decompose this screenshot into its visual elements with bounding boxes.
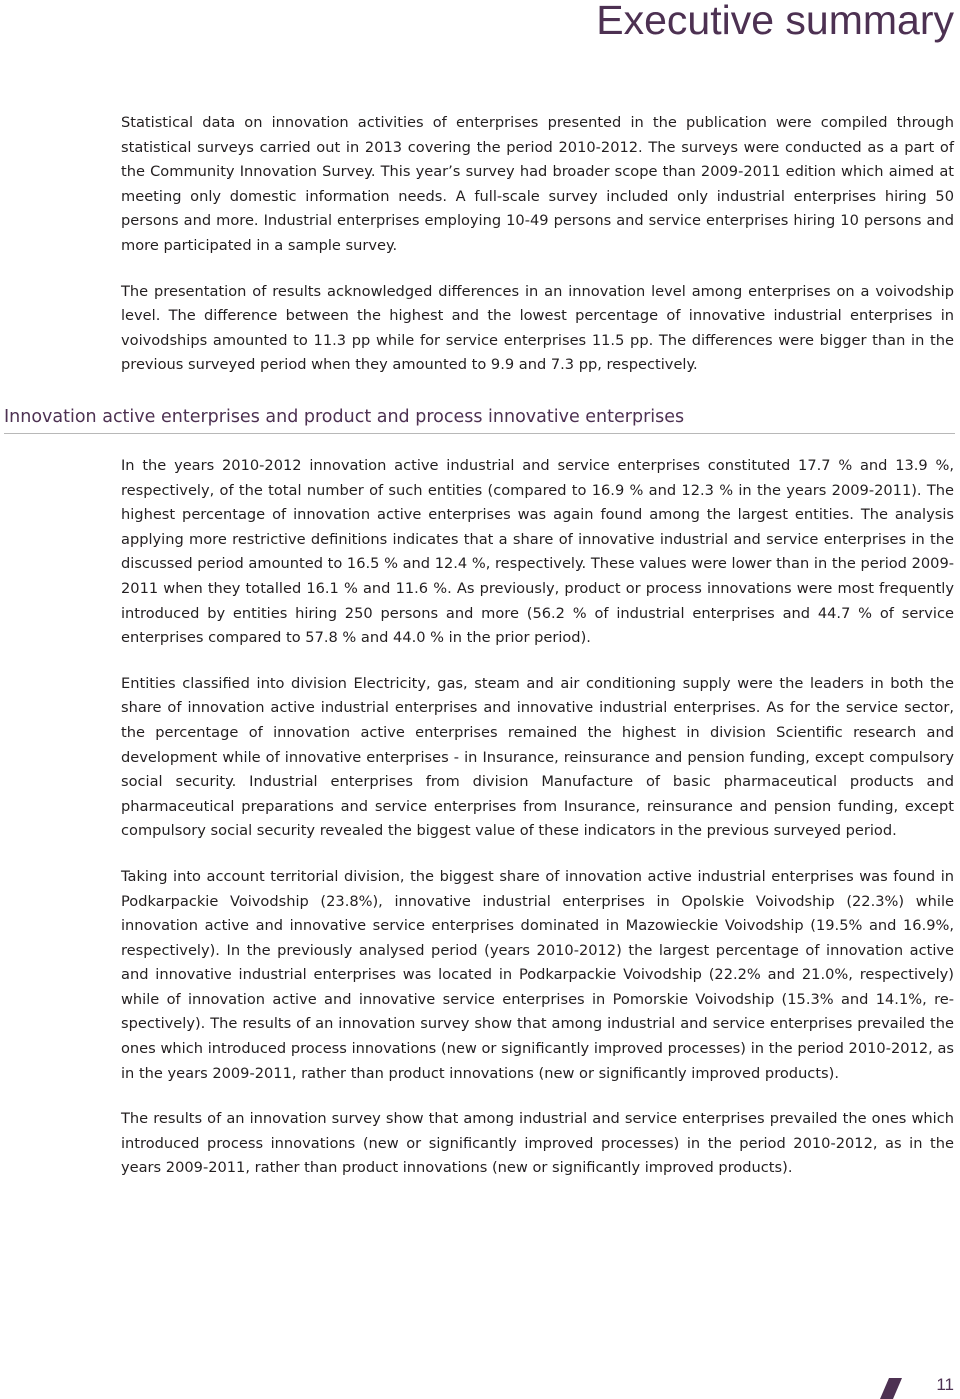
section-paragraph-3: Taking into account territorial division, the biggest share of innovation active industrial enterprises was found in Podkarpackie Voivodship (23.8%), innovative industrial enterprises in Opolskie Voivodship (22.3%) while innovation active and innovative service enterprises dominated in Mazowieckie Voivodship (19.5% and 16.9%, respectively). In the previously analysed period (years 2010-2012) the largest percentage of innovation active and innovative industrial enterprises was located in Podkarpackie Voivodship (22.2% and 21.0%, respectively) while of innovation active and innovative service enterprises in Pomorskie Voivodship (15.3% and 14.1%, re-spectively). The results of an innovation survey show that among industrial and service enterprises prevailed the ones which introduced process innovations (new or significantly improved processes) in the period 2010-2012, as in the years 2009-2011, rather than product innovations (new or significantly improved products).	[121, 867, 954, 1082]
page-number: 11	[936, 1375, 954, 1394]
intro-text	[121, 111, 954, 399]
section-body	[121, 454, 954, 1202]
section-paragraph-4: The results of an innovation survey show that among industrial and service enterprises prevailed the ones which introduced process innovations (new or significantly improved processes) in the period 2010-2012, as in the years 2009-2011, rather than product innovations (new or significantly improved products).	[121, 1110, 954, 1177]
intro-paragraph-1: Statistical data on innovation activities of enterprises presented in the publication were compiled through statistical surveys carried out in 2013 covering the period 2010-2012. The surveys were conducted as a part of the Community Innovation Survey. This year’s survey had broader scope than 2009-2011 edition which aimed at meeting only domestic information needs. A full-scale survey included only industrial enterprises hiring 50 persons and more. Industrial enterprises employing 10-49 persons and service enterprises hiring 10 persons and more participated in a sample survey.	[121, 114, 954, 254]
slanted-bar-icon	[880, 1378, 902, 1399]
section-paragraph-1: In the years 2010-2012 innovation active industrial and service enterprises constituted 17.7 % and 13.9 %, respectively, of the total number of such entities (compared to 16.9 % and 12.3 % in the years 2009-2011). The highest percentage of innovation active enterprises was again found among the largest entities. The analysis applying more restrictive definitions indicates that a share of innovative industrial and service enterprises in the discussed period amounted to 16.5 % and 12.4 %, respectively. These values were lower than in the period 2009-2011 when they totalled 16.1 % and 11.6 %. As previously, product or process innovations were most frequently introduced by entities hiring 250 persons and more (56.2 % of industrial enterprises and 44.7 % of service enterprises compared to 57.8 % and 44.0 % in the prior period).	[121, 457, 954, 647]
section-paragraph-2: Entities classified into division Electricity, gas, steam and air conditioning supply were the leaders in both the share of innovation active industrial enterprises and innovative industrial enterprises. As for the service sector, the percentage of innovation active enterprises remained the highest in division Scientific research and development while of innovative enterprises - in Insurance, reinsurance and pension funding, except compulsory social security. Industrial enterprises from division Manufacture of basic pharmaceutical products and pharmaceutical preparations and service enterprises from Insurance, reinsurance and pension funding, except compulsory social security revealed the biggest value of these indicators in the previous surveyed period.	[121, 674, 954, 840]
section-heading: Innovation active enterprises and product and process innovative enterprises	[4, 404, 955, 434]
intro-paragraph-2: The presentation of results acknowledged differences in an innovation level among enterprises on a voivodship level. The difference between the highest and the lowest percentage of innovative industrial enterprises in voivodships amounted to 11.3 pp while for service enterprises 11.5 pp. The differences were bigger than in the previous surveyed period when they amounted to 9.9 and 7.3 pp, respectively.	[121, 282, 954, 374]
page-title: Executive summary	[596, 0, 954, 43]
